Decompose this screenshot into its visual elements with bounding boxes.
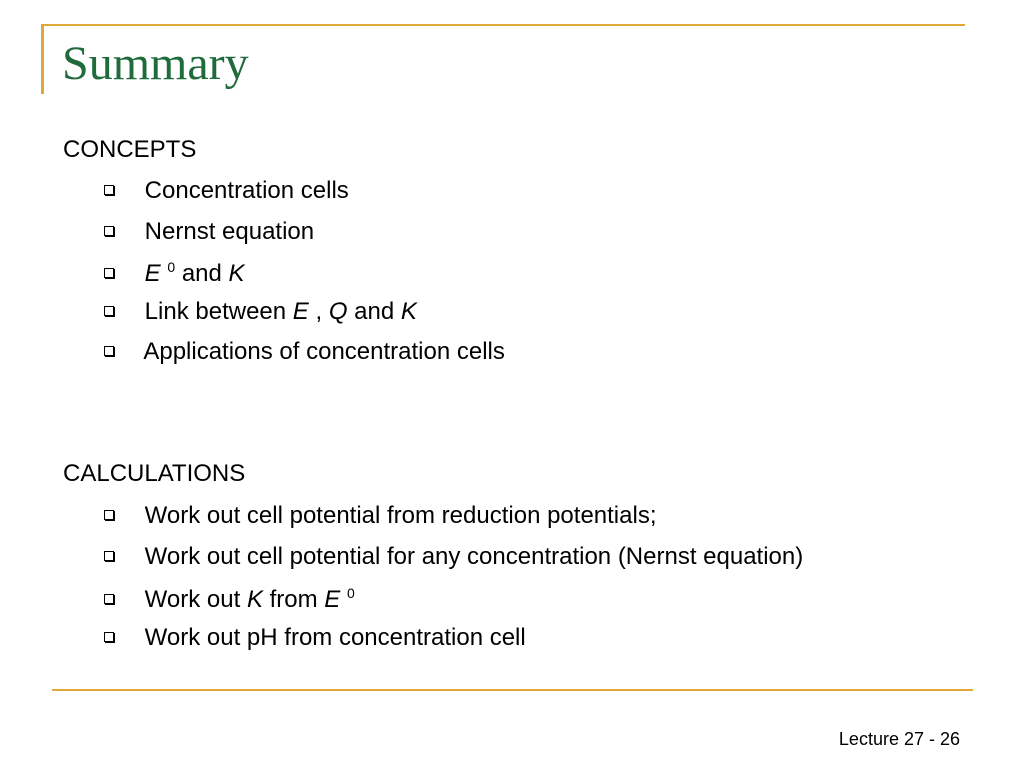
calc-item-4-text: Work out pH from concentration cell [144,624,526,651]
calc-item-4 [104,626,526,650]
calc-item-1-text: Work out cell potential from reduction potentials; [144,502,657,529]
concept-item-1-text: Concentration cells [144,177,349,204]
symbol-e: E [144,260,161,287]
square-bullet-icon [104,268,114,278]
concept-item-5-text: Applications of concentration cells [143,338,505,365]
and-word: and [181,260,229,287]
concepts-heading: CONCEPTS [63,136,197,163]
comma-text: , [308,298,329,325]
symbol-q: Q [328,298,348,325]
square-bullet-icon [104,185,114,195]
symbol-e: E [324,586,341,613]
symbol-k: K [400,298,417,325]
concept-item-4 [104,300,417,324]
concept-item-2-text: Nernst equation [144,218,315,245]
concept-item-3 [104,260,245,286]
calc-item-2-text: Work out cell potential for any concentration (Nernst equation) [144,543,804,570]
work-out-text: Work out [144,586,247,613]
from-word: from [262,586,325,613]
calc-item-1 [104,504,657,528]
concept-item-5 [104,340,505,364]
frame-vertical-line [41,24,44,94]
calc-item-3 [104,586,355,612]
square-bullet-icon [104,510,114,520]
slide-title: Summary [62,37,249,90]
slide-footer: Lecture 27 - 26 [838,729,960,749]
and-word: and [347,298,401,325]
square-bullet-icon [104,551,114,561]
symbol-k: K [246,586,263,613]
link-between-text: Link between [144,298,293,325]
footer-separator-line [52,689,973,691]
superscript-zero: 0 [346,585,355,601]
concept-item-1 [104,179,349,203]
concept-item-2 [104,220,314,244]
square-bullet-icon [104,306,114,316]
calc-item-2 [104,545,803,569]
superscript-zero: 0 [167,259,176,275]
frame-top-line [41,24,965,26]
calculations-heading: CALCULATIONS [63,460,246,487]
symbol-e: E [292,298,309,325]
square-bullet-icon [104,594,114,604]
symbol-k: K [228,260,245,287]
square-bullet-icon [104,226,114,236]
square-bullet-icon [104,346,114,356]
square-bullet-icon [104,632,114,642]
